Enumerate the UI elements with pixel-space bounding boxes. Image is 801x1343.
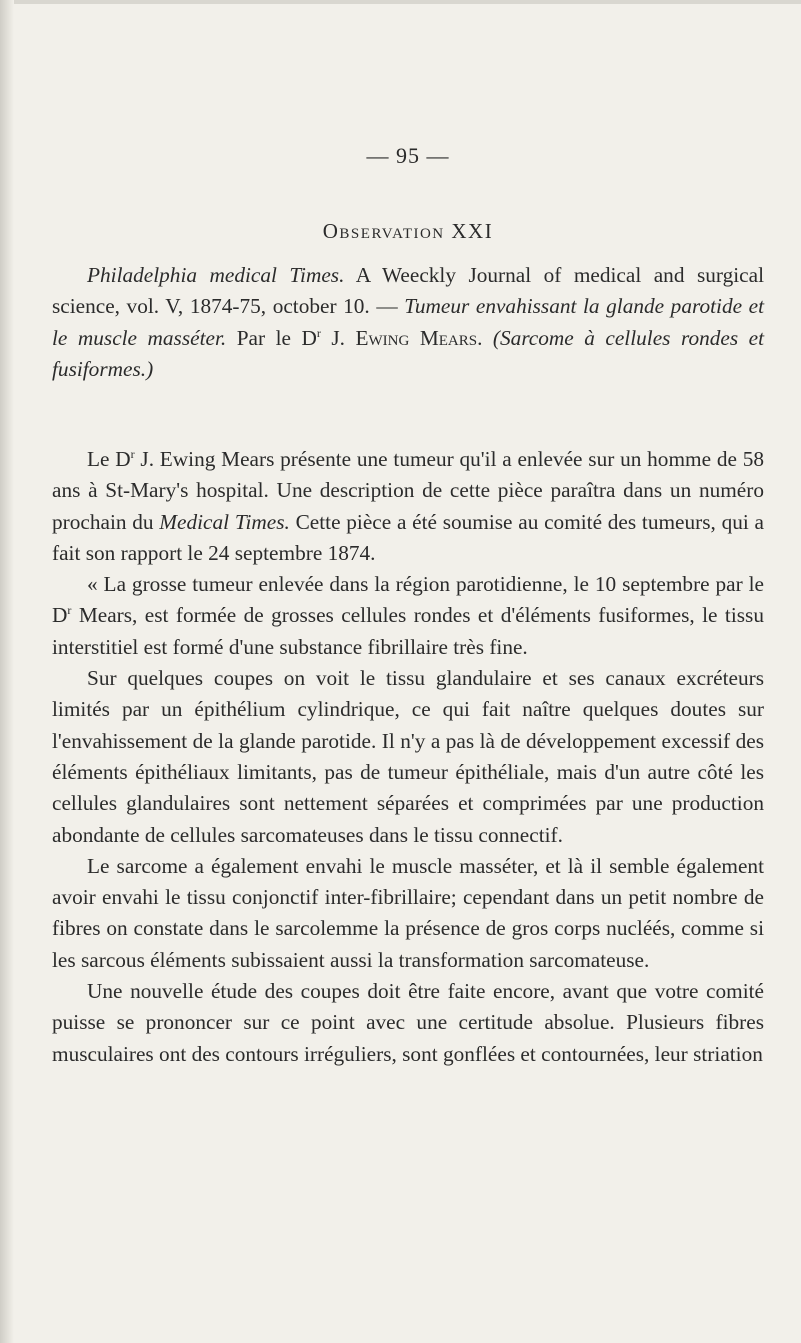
paragraph-5: Une nouvelle étude des coupes doit être faite encore, avant que votre comité puisse se prononcer sur ce point avec une certitude absolue. Plusieurs fibres musculaires ont des contours irréguliers, sont gonflées et contournées, leur striation (52, 979, 764, 1066)
author-prefix-sup: r (316, 325, 321, 340)
observation-title: Observation XXI (322, 219, 494, 243)
article-title: Tumeur envahissant la glande parotide et le muscle masséter. (52, 294, 764, 350)
page-top-edge (0, 0, 801, 4)
journal-details: A Weeckly Journal of medical and surgical science, vol. V, 1874-75, october 10. — (52, 263, 764, 319)
paragraph-1: Le $D^r$ J. Ewing Mears présente une tumeur qu'il a enlevée sur un homme de 58 ans à St-Mary's hospital. Une description de cette pièce paraîtra dans un numéro prochain du Medical Times. Cette pièce a été soumise au comité des tumeurs, qui a fait son rapport le 24 septembre 1874. (52, 446, 764, 565)
article-subtitle: (Sarcome à cellules rondes et fusiformes.) (52, 325, 764, 381)
bibliographic-reference (52, 260, 764, 385)
paragraph-2: « La grosse tumeur enlevée dans la région parotidienne, le 10 septembre par le $D^r$ Mears, est formée de grosses cellules rondes et d'éléments fusiformes, le tissu interstitiel est formé d'une substance fibrillaire très fine. (52, 572, 764, 659)
author-name: Ewing Mears. (355, 325, 483, 350)
author-prefix: Par le D (226, 325, 317, 350)
paragraph-4: Le sarcome a également envahi le muscle masséter, et là il semble également avoir envahi le tissu conjonctif inter-fibrillaire; cependant dans un petit nombre de fibres on constate dans le sarcolemme la présence de gros corps nucléés, comme si les sarcous éléments subissaient aussi la transformation sarcomateuse. (52, 853, 764, 972)
page-binding-edge (0, 0, 14, 1343)
author-initial: J. (320, 325, 356, 350)
page-number: — 95 — (366, 143, 450, 168)
paragraph-3: Sur quelques coupes on voit le tissu glandulaire et ses canaux excréteurs limités par un épithélium cylindrique, ce qui fait naître quelques doutes sur l'envahissement de la glande parotide. Il n'y a pas là de développement excessif des éléments épithéliaux limitants, pas de tumeur épithéliale, mais d'un autre côté les cellules glandulaires sont nettement séparées et comprimées par une production abondante de cellules sarcomateuses dans le tissu connectif. (52, 666, 764, 847)
journal-name: Philadelphia medical Times. (87, 263, 345, 287)
body-text (52, 444, 764, 1070)
